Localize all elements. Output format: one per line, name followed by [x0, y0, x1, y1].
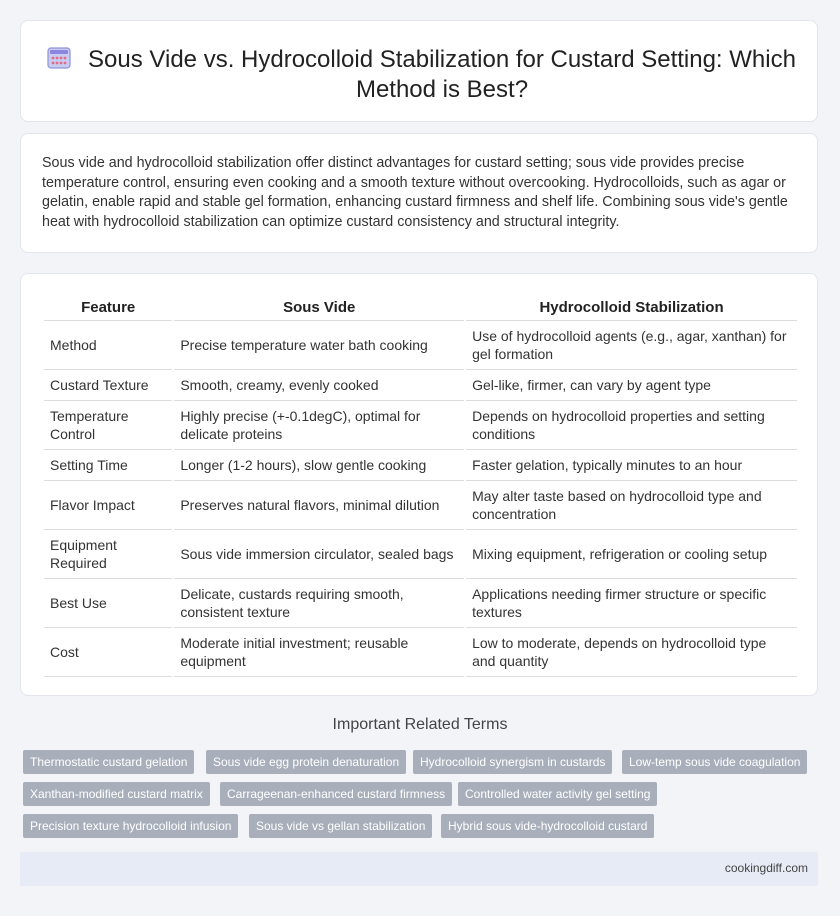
- cell-feature: Best Use: [44, 579, 172, 628]
- tag-hybrid-sous-vide[interactable]: Hybrid sous vide-hydrocolloid custard: [441, 814, 654, 838]
- related-terms-heading: Important Related Terms: [332, 716, 508, 733]
- cell-sous-vide: Moderate initial investment; reusable equipment: [174, 628, 464, 677]
- cell-hydrocolloid: May alter taste based on hydrocolloid type and concentration: [466, 481, 797, 530]
- cell-feature: Setting Time: [44, 450, 172, 481]
- cell-feature: Custard Texture: [44, 370, 172, 401]
- cell-hydrocolloid: Applications needing firmer structure or specific textures: [466, 579, 797, 628]
- intro-card: [20, 133, 818, 253]
- comparison-table: [42, 296, 799, 677]
- cell-sous-vide: Precise temperature water bath cooking: [174, 321, 464, 370]
- calculator-icon: [47, 47, 71, 69]
- header-hydrocolloid: Hydrocolloid Stabilization: [466, 296, 797, 321]
- cell-feature: Cost: [44, 628, 172, 677]
- footer-site-name[interactable]: cookingdiff.com: [724, 861, 808, 875]
- page-title: Sous Vide vs. Hydrocolloid Stabilization for Custard Setting: Which Method is Best?: [88, 46, 796, 103]
- table-row: [44, 450, 797, 481]
- table-row: [44, 321, 797, 370]
- header-sous-vide: Sous Vide: [174, 296, 464, 321]
- table-row: [44, 530, 797, 579]
- table-row: [44, 579, 797, 628]
- table-row: [44, 370, 797, 401]
- tag-xanthan-modified[interactable]: Xanthan-modified custard matrix: [23, 782, 210, 806]
- tag-sous-vide-vs-gellan[interactable]: Sous vide vs gellan stabilization: [249, 814, 432, 838]
- cell-sous-vide: Sous vide immersion circulator, sealed bags: [174, 530, 464, 579]
- cell-hydrocolloid: Depends on hydrocolloid properties and setting conditions: [466, 401, 797, 450]
- tag-low-temp-sous-vide[interactable]: Low-temp sous vide coagulation: [622, 750, 807, 774]
- title-card: [20, 20, 818, 122]
- intro-paragraph: Sous vide and hydrocolloid stabilization offer distinct advantages for custard setting; sous vide provides precise temperature control, ensuring even cooking and a smooth texture without overcooking. Hydrocolloids, such as agar or gelatin, enable rapid and stable gel formation, enhancing custard firmness and shelf life. Combining sous vide's gentle heat with hydrocolloid stabilization can optimize custard consistency and structural integrity.: [42, 155, 788, 230]
- table-row: [44, 481, 797, 530]
- cell-feature: Method: [44, 321, 172, 370]
- cell-feature: Equipment Required: [44, 530, 172, 579]
- tag-precision-texture[interactable]: Precision texture hydrocolloid infusion: [23, 814, 238, 838]
- cell-hydrocolloid: Use of hydrocolloid agents (e.g., agar, xanthan) for gel formation: [466, 321, 797, 370]
- table-header-row: [44, 296, 797, 321]
- cell-feature: Temperature Control: [44, 401, 172, 450]
- tag-thermostatic-custard-gelation[interactable]: Thermostatic custard gelation: [23, 750, 194, 774]
- tag-sous-vide-egg-protein[interactable]: Sous vide egg protein denaturation: [206, 750, 406, 774]
- cell-sous-vide: Longer (1-2 hours), slow gentle cooking: [174, 450, 464, 481]
- tag-hydrocolloid-synergism[interactable]: Hydrocolloid synergism in custards: [413, 750, 612, 774]
- table-row: [44, 401, 797, 450]
- cell-hydrocolloid: Low to moderate, depends on hydrocolloid type and quantity: [466, 628, 797, 677]
- cell-hydrocolloid: Gel-like, firmer, can vary by agent type: [466, 370, 797, 401]
- cell-sous-vide: Highly precise (+-0.1degC), optimal for delicate proteins: [174, 401, 464, 450]
- cell-hydrocolloid: Faster gelation, typically minutes to an hour: [466, 450, 797, 481]
- cell-feature: Flavor Impact: [44, 481, 172, 530]
- cell-sous-vide: Smooth, creamy, evenly cooked: [174, 370, 464, 401]
- comparison-table-card: [20, 273, 818, 696]
- footer: [20, 852, 818, 886]
- tag-controlled-water-activity[interactable]: Controlled water activity gel setting: [458, 782, 657, 806]
- cell-sous-vide: Preserves natural flavors, minimal dilution: [174, 481, 464, 530]
- cell-sous-vide: Delicate, custards requiring smooth, consistent texture: [174, 579, 464, 628]
- cell-hydrocolloid: Mixing equipment, refrigeration or cooling setup: [466, 530, 797, 579]
- tag-carrageenan-enhanced[interactable]: Carrageenan-enhanced custard firmness: [220, 782, 452, 806]
- header-feature: Feature: [44, 296, 172, 321]
- table-row: [44, 628, 797, 677]
